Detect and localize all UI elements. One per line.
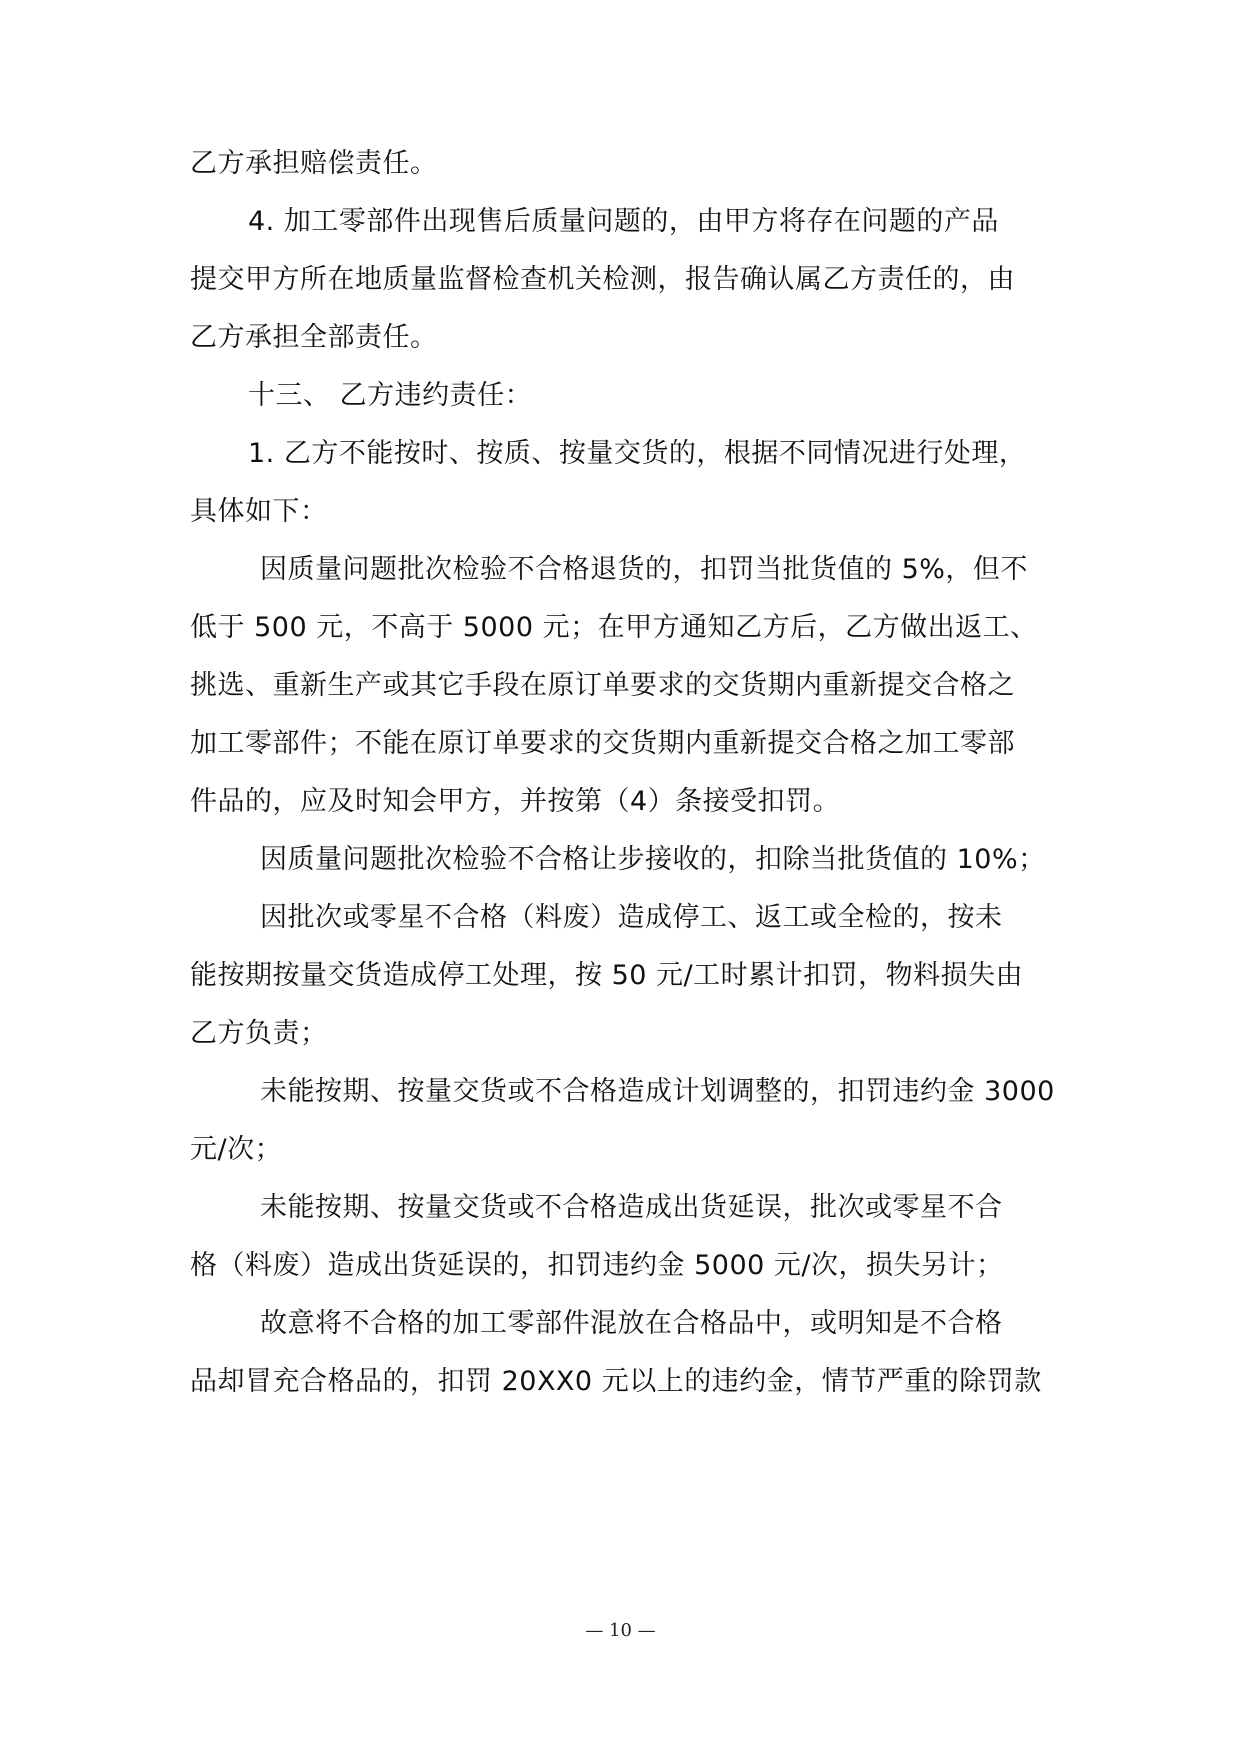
text-line: 件品的，应及时知会甲方，并按第（4）条接受扣罚。 xyxy=(190,786,841,817)
text-line: 提交甲方所在地质量监督检查机关检测，报告确认属乙方责任的，由 xyxy=(190,264,1015,295)
text-line: 未能按期、按量交货或不合格造成出货延误，批次或零星不合 xyxy=(260,1192,1003,1223)
text-line: 元/次； xyxy=(190,1134,283,1165)
text-line: 品却冒充合格品的，扣罚 20XX0 元以上的违约金，情节严重的除罚款 xyxy=(190,1366,1042,1397)
text-line: 乙方承担赔偿责任。 xyxy=(190,148,438,179)
text-line: 加工零部件；不能在原订单要求的交货期内重新提交合格之加工零部 xyxy=(190,728,1015,759)
text-line: 乙方承担全部责任。 xyxy=(190,322,438,353)
text-line: 未能按期、按量交货或不合格造成计划调整的，扣罚违约金 3000 xyxy=(260,1076,1055,1107)
section-heading: 十三、 乙方违约责任： xyxy=(248,380,533,411)
text-line: 因质量问题批次检验不合格退货的，扣罚当批货值的 5%，但不 xyxy=(260,554,1028,585)
text-line: 乙方负责； xyxy=(190,1018,328,1049)
text-line: 1. 乙方不能按时、按质、按量交货的，根据不同情况进行处理， xyxy=(248,438,1027,469)
text-line: 能按期按量交货造成停工处理，按 50 元/工时累计扣罚，物料损失由 xyxy=(190,960,1024,991)
text-line: 低于 500 元，不高于 5000 元；在甲方通知乙方后，乙方做出返工、 xyxy=(190,612,1038,643)
text-line: 具体如下： xyxy=(190,496,328,527)
text-line: 故意将不合格的加工零部件混放在合格品中，或明知是不合格 xyxy=(260,1308,1003,1339)
text-line: 4. 加工零部件出现售后质量问题的，由甲方将存在问题的产品 xyxy=(248,206,999,237)
text-line: 因质量问题批次检验不合格让步接收的，扣除当批货值的 10%； xyxy=(260,844,1046,875)
page-number: — 10 — xyxy=(585,1620,656,1641)
text-line: 格（料废）造成出货延误的，扣罚违约金 5000 元/次，损失另计； xyxy=(190,1250,1004,1281)
text-line: 挑选、重新生产或其它手段在原订单要求的交货期内重新提交合格之 xyxy=(190,670,1015,701)
text-line: 因批次或零星不合格（料废）造成停工、返工或全检的，按未 xyxy=(260,902,1003,933)
